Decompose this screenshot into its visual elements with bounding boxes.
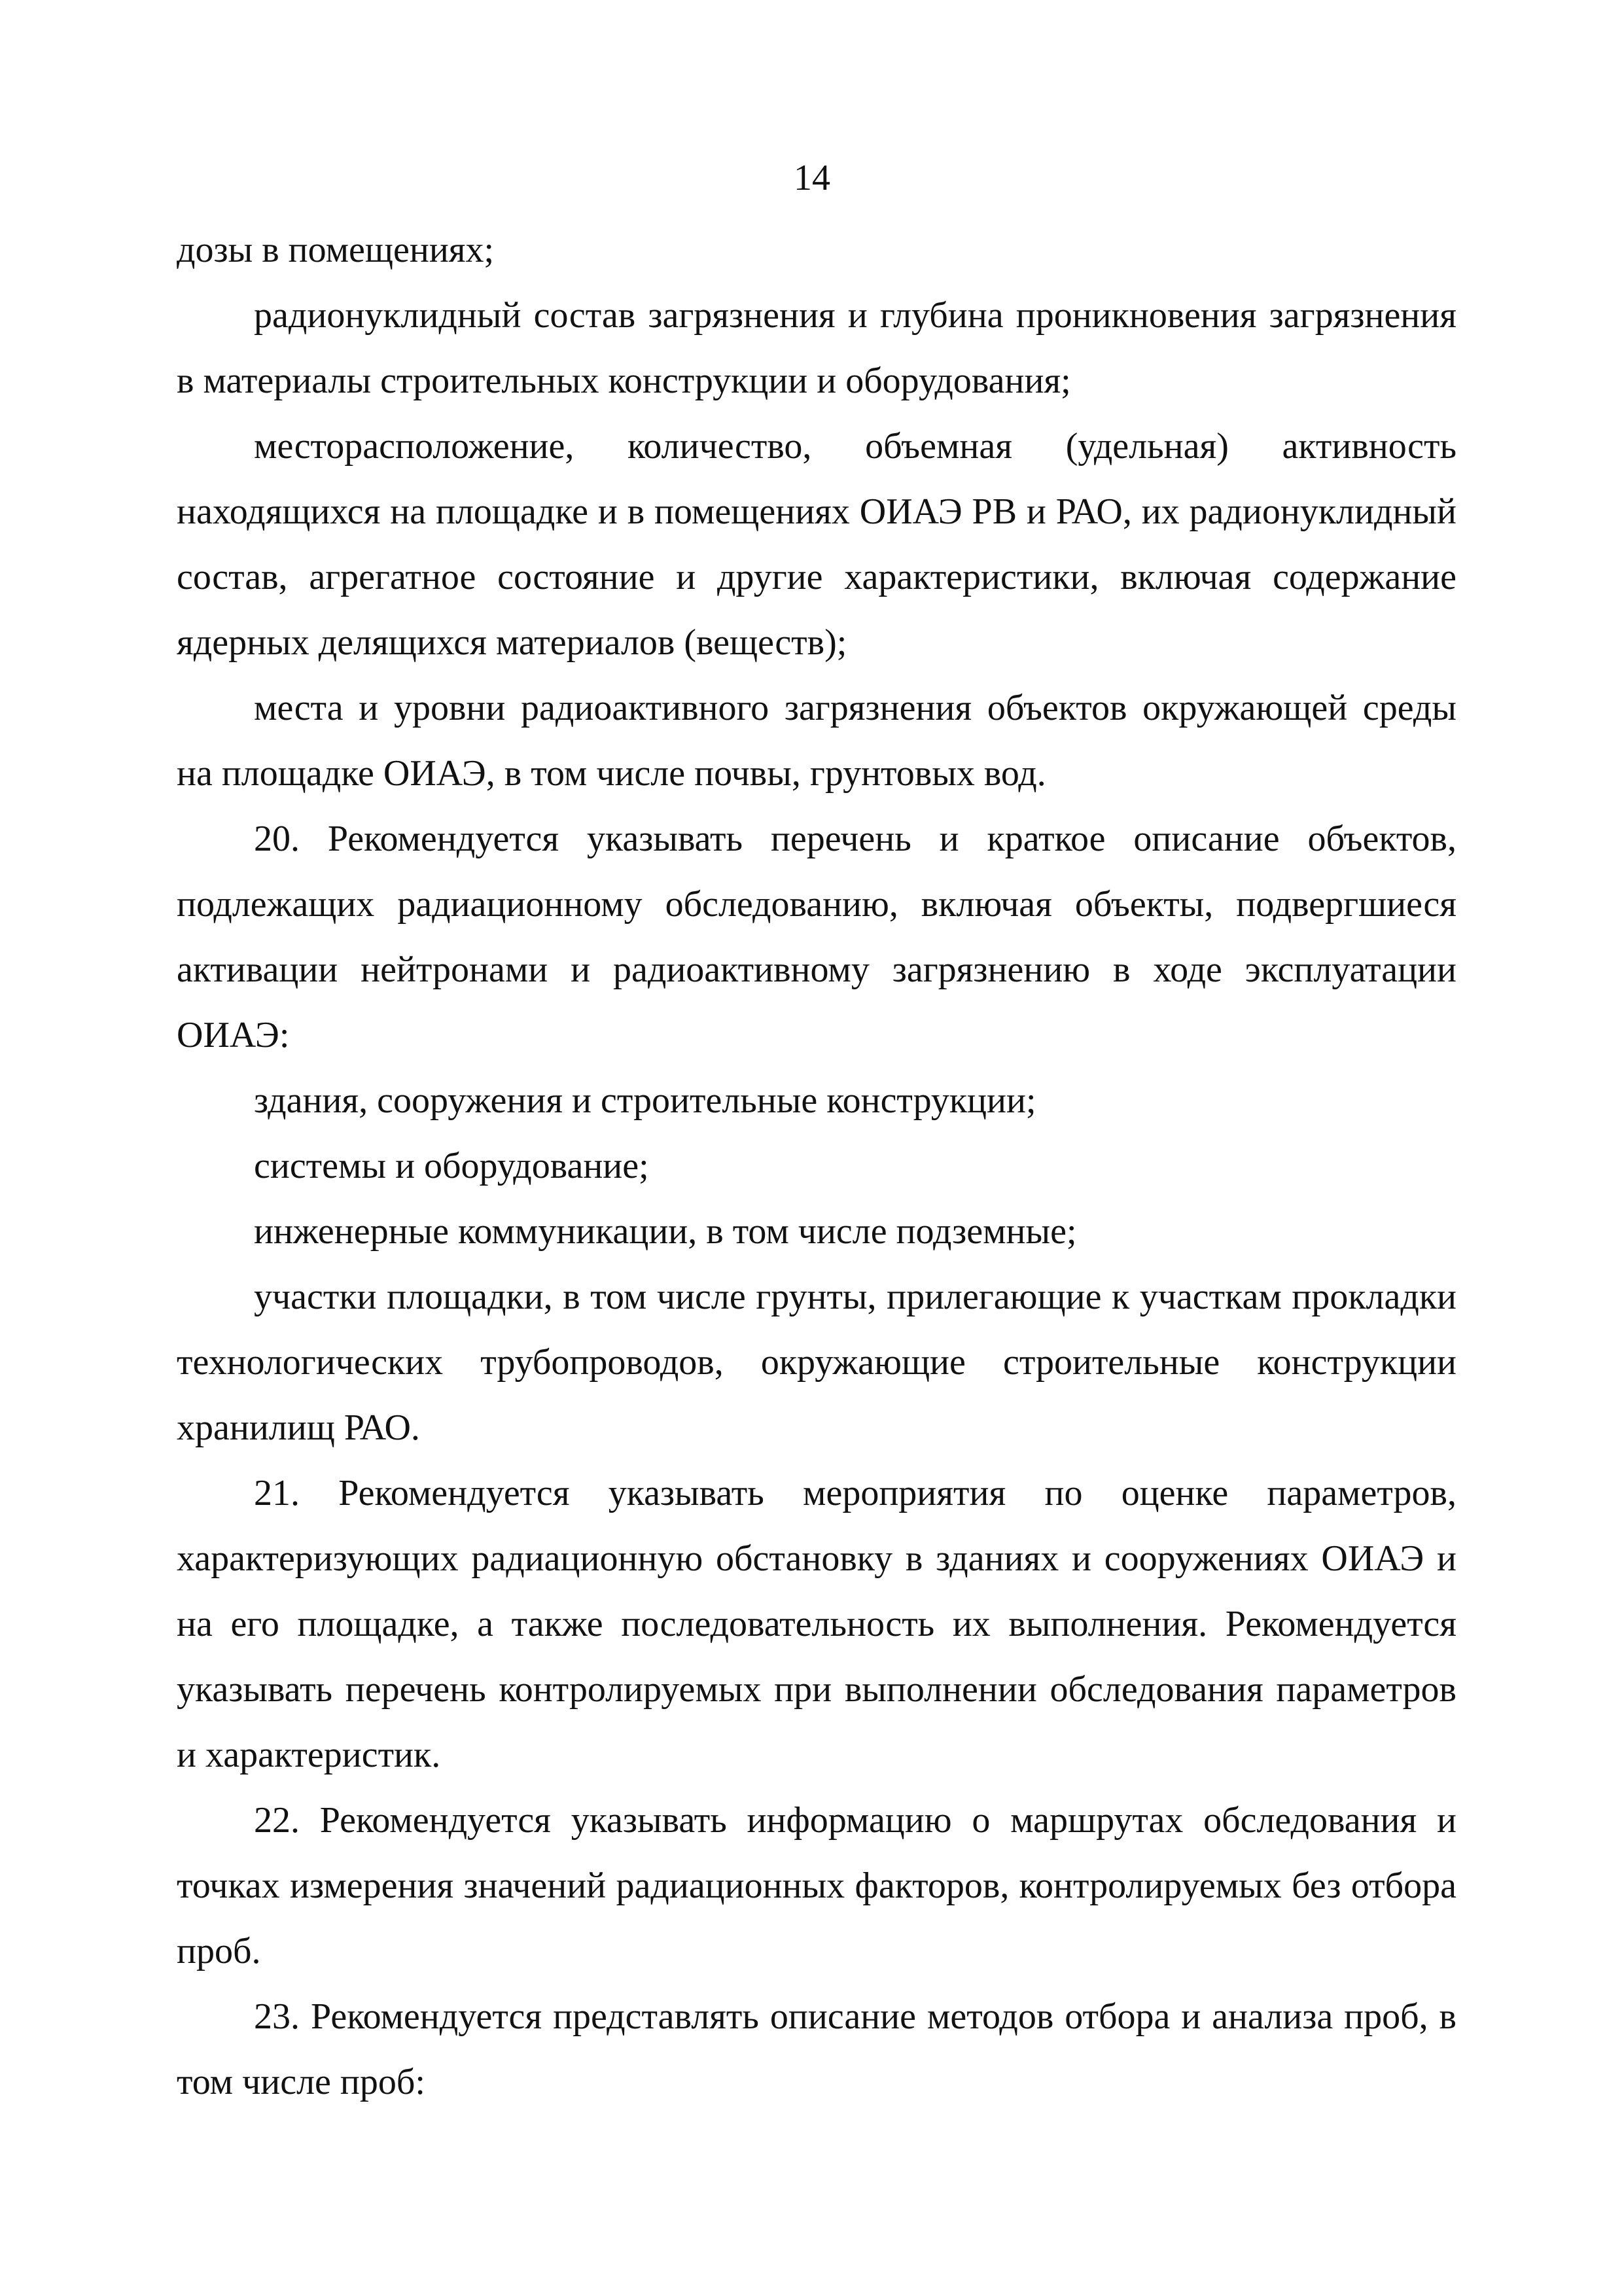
document-body <box>177 217 1456 2115</box>
paragraph-buildings: здания, сооружения и строительные конструкции; <box>254 1080 1036 1121</box>
paragraph-location-activity: месторасположение, количество, объемная (удельная) активность находящихся на площадке и в помещениях ОИАЭ РВ и РАО, их радионуклидный состав, агрегатное состояние и другие характеристики, включая содержание ядерных делящихся материалов (веществ); <box>177 426 1456 663</box>
page-number: 14 <box>794 158 830 198</box>
paragraph-continuation: дозы в помещениях; <box>177 230 495 270</box>
paragraph-environment-contamination: места и уровни радиоактивного загрязнения объектов окружающей среды на площадке ОИАЭ, в том числе почвы, грунтовых вод. <box>177 688 1456 794</box>
paragraph-utilities: инженерные коммуникации, в том числе подземные; <box>254 1211 1077 1252</box>
paragraph-site-areas: участки площадки, в том числе грунты, прилегающие к участкам прокладки технологических трубопроводов, окружающие строительные конструкции хранилищ РАО. <box>177 1277 1456 1448</box>
paragraph-systems: системы и оборудование; <box>254 1146 649 1186</box>
paragraph-item-20: 20. Рекомендуется указывать перечень и краткое описание объектов, подлежащих радиационному обследованию, включая объекты, подвергшиеся активации нейтронами и радиоактивному загрязнению в ходе эксплуатации ОИАЭ: <box>177 819 1456 1055</box>
paragraph-radionuclide-composition: радионуклидный состав загрязнения и глубина проникновения загрязнения в материалы строительных конструкции и оборудования; <box>177 295 1456 401</box>
paragraph-item-21: 21. Рекомендуется указывать мероприятия по оценке параметров, характеризующих радиационную обстановку в зданиях и сооружениях ОИАЭ и на его площадке, а также последовательность их выполнения. Рекомендуется указывать перечень контролируемых при выполнении обследования параметров и характеристик. <box>177 1473 1456 1775</box>
paragraph-item-22: 22. Рекомендуется указывать информацию о маршрутах обследования и точках измерения значений радиационных факторов, контролируемых без отбора проб. <box>177 1800 1456 1971</box>
paragraph-item-23: 23. Рекомендуется представлять описание методов отбора и анализа проб, в том числе проб: <box>177 1996 1456 2102</box>
